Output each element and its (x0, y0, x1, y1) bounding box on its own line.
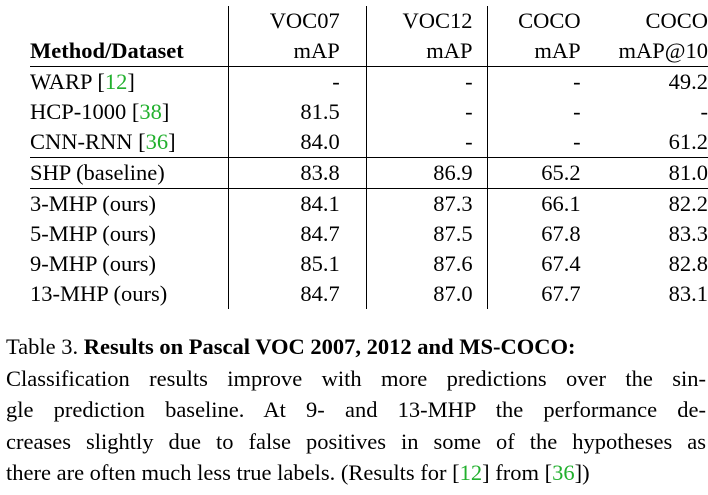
header-map-voc12: mAP (366, 36, 487, 67)
results-table (30, 6, 708, 309)
header-voc12: VOC12 (366, 6, 487, 36)
value-cell: - (366, 127, 487, 158)
citation-link[interactable]: 12 (104, 68, 128, 94)
method-cell: 5-MHP (ours) (30, 220, 157, 246)
value-cell: 82.8 (668, 250, 708, 276)
value-cell: 87.3 (366, 189, 487, 220)
value-cell: - (487, 67, 594, 98)
table-row (30, 97, 708, 127)
method-cell: CNN-RNN [36] (30, 128, 176, 154)
value-cell: 84.0 (228, 127, 366, 158)
value-cell: - (487, 127, 594, 158)
caption-line: there are often much less true labels. (Results for [12] from [36]) (6, 460, 590, 485)
value-cell-best: 87.6 (366, 249, 487, 279)
citation-link[interactable]: 38 (139, 98, 162, 124)
value-cell: 82.2 (594, 189, 708, 220)
value-cell: 66.1 (487, 189, 594, 220)
header-coco: COCO (487, 6, 594, 36)
header-empty (30, 6, 228, 36)
citation-link[interactable]: 12 (459, 460, 483, 485)
citation-link[interactable]: 36 (145, 128, 169, 154)
value-cell: 84.7 (228, 279, 366, 309)
header-voc07: VOC07 (228, 6, 366, 36)
table-row (30, 158, 708, 189)
header-map-voc07: mAP (228, 36, 366, 67)
method-cell: HCP-1000 [38] (30, 98, 170, 124)
value-cell: 83.8 (228, 158, 366, 189)
method-cell: 9-MHP (ours) (30, 250, 157, 276)
value-cell: 67.4 (487, 249, 594, 279)
caption-title: Results on Pascal VOC 2007, 2012 and MS-COCO: (83, 334, 576, 359)
value-cell: - (228, 67, 366, 98)
table-row (30, 67, 708, 98)
value-cell-best: 83.3 (668, 220, 708, 246)
value-cell: 67.7 (487, 279, 594, 309)
value-cell: 86.9 (366, 158, 487, 189)
value-cell: - (487, 97, 594, 127)
value-cell: 81.0 (594, 158, 708, 189)
method-cell: 3-MHP (ours) (30, 189, 228, 220)
method-cell: SHP (baseline) (30, 158, 228, 189)
header-row-datasets (30, 6, 708, 36)
citation-link[interactable]: 36 (552, 460, 575, 485)
header-map10-coco: mAP@10 (618, 37, 708, 63)
value-cell: 81.5 (228, 97, 366, 127)
value-cell: 87.0 (366, 279, 487, 309)
value-cell: 61.2 (668, 128, 708, 154)
caption-line: Classification results improve with more predictions over the sin- (6, 365, 706, 391)
header-method-dataset: Method/Dataset (30, 37, 184, 63)
value-cell: 65.2 (487, 158, 594, 189)
header-coco-10: COCO (645, 7, 708, 33)
table-row (30, 279, 708, 309)
value-cell: 49.2 (594, 67, 708, 98)
value-cell: 84.1 (228, 189, 366, 220)
value-cell: - (700, 98, 708, 124)
value-cell: 83.1 (668, 280, 708, 306)
caption-line: gle prediction baseline. At 9- and 13-MHP the performance de- (6, 397, 706, 422)
value-cell-best: 67.8 (487, 219, 594, 249)
caption-line: creases slightly due to false positives in some of the hypotheses as (6, 428, 706, 454)
table-row (30, 127, 708, 158)
method-cell: WARP [12] (30, 67, 228, 98)
table-row (30, 249, 708, 279)
table-row (30, 219, 708, 249)
header-map-coco: mAP (487, 36, 594, 67)
value-cell: 87.5 (366, 219, 487, 249)
value-cell: - (366, 97, 487, 127)
caption-label: Table 3. (6, 334, 84, 359)
header-row-metrics (30, 36, 708, 67)
method-cell: 13-MHP (ours) (30, 280, 168, 306)
value-cell-best: 85.1 (228, 249, 366, 279)
table-caption (6, 331, 706, 489)
table-row (30, 189, 708, 220)
caption-line (6, 331, 706, 363)
value-cell: - (366, 67, 487, 98)
value-cell: 84.7 (228, 219, 366, 249)
